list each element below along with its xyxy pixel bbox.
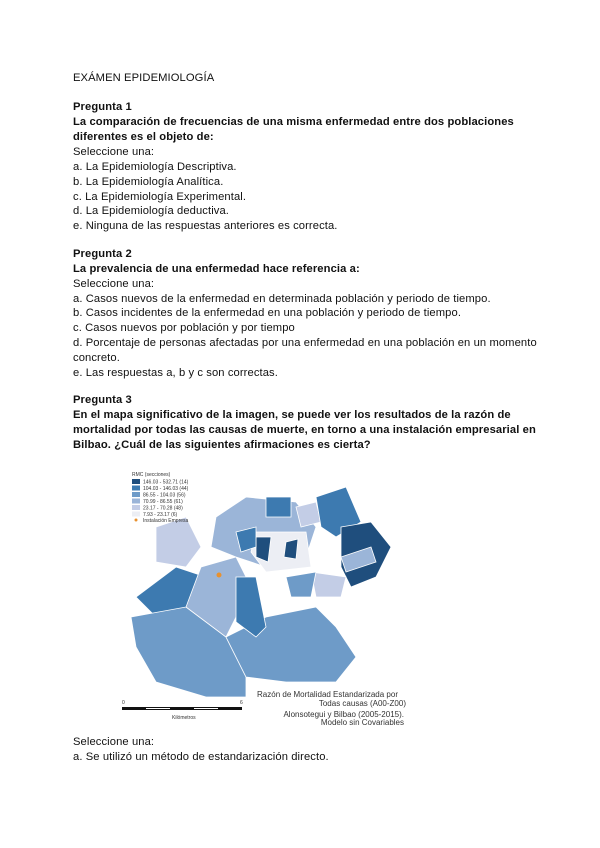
- legend-swatch: [132, 499, 140, 504]
- legend-label: 70.99 - 86.55 (61): [143, 499, 183, 505]
- q1-option-c[interactable]: c. La Epidemiología Experimental.: [73, 191, 247, 203]
- legend-label: 7.93 - 23.17 (6): [143, 512, 178, 518]
- legend-swatch: [132, 492, 140, 497]
- map-caption: Todas causas (A00-Z00): [318, 699, 406, 708]
- scale-start: 0: [122, 700, 125, 706]
- q2-option-b[interactable]: b. Casos incidentes de la enfermedad en una población y periodo de tiempo.: [73, 307, 462, 319]
- legend-swatch: [132, 479, 140, 484]
- q1-prompt: Seleccione una:: [73, 146, 155, 158]
- legend-label: 104.03 - 146.03 (44): [143, 486, 189, 492]
- map-legend: [132, 479, 189, 524]
- legend-swatch: [132, 486, 140, 491]
- company-marker: [217, 573, 222, 578]
- q1-text: La comparación de frecuencias de una misma enfermedad entre dos poblaciones: [73, 116, 514, 128]
- q2-option-d[interactable]: d. Porcentaje de personas afectadas por una enfermedad en una población en un momento: [73, 337, 537, 349]
- legend-label: 86.55 - 104.03 (56): [143, 492, 186, 499]
- map-caption: Razón de Mortalidad Estandarizada por: [257, 690, 398, 699]
- map-caption: Alonsotegui y Bilbao (2005-2015).: [283, 710, 404, 719]
- scale-bar: [122, 700, 243, 721]
- marker-legend-icon: [135, 519, 138, 522]
- q1-option-b[interactable]: b. La Epidemiología Analítica.: [73, 176, 224, 188]
- q3-heading: Pregunta 3: [73, 394, 132, 406]
- q3-text: Bilbao. ¿Cuál de las siguientes afirmaciones es cierta?: [73, 439, 371, 451]
- q3-text: En el mapa significativo de la imagen, se puede ver los resultados de la razón de: [73, 409, 511, 421]
- legend-label: 23.17 - 70.28 (48): [143, 505, 183, 512]
- marker-legend-label: Instalación Empresa: [143, 518, 189, 524]
- choropleth-map: [116, 467, 408, 737]
- q2-prompt: Seleccione una:: [73, 278, 155, 290]
- q3-text: mortalidad por todas las causas de muerte, en torno a una instalación empresarial en: [73, 424, 536, 436]
- map-caption: Modelo sin Covariables: [320, 718, 404, 727]
- legend-label: 146.03 - 532.71 (14): [143, 479, 189, 486]
- q1-heading: Pregunta 1: [73, 101, 132, 113]
- scale-end: 6: [240, 700, 243, 706]
- legend-swatch: [132, 512, 140, 517]
- q3-option-a[interactable]: a. Se utilizó un método de estandarización directo.: [73, 751, 329, 763]
- q2-text: La prevalencia de una enfermedad hace referencia a:: [73, 263, 360, 275]
- legend-swatch: [132, 505, 140, 510]
- q1-option-e[interactable]: e. Ninguna de las respuestas anteriores es correcta.: [73, 220, 338, 232]
- q2-option-e[interactable]: e. Las respuestas a, b y c son correctas.: [73, 367, 278, 379]
- q2-option-d-cont: concreto.: [73, 352, 120, 364]
- document-title: EXÁMEN EPIDEMIOLOGÍA: [73, 72, 215, 84]
- scale-unit: Kilómetros: [172, 715, 196, 721]
- q2-option-c[interactable]: c. Casos nuevos por población y por tiempo: [73, 322, 295, 334]
- q3-prompt: Seleccione una:: [73, 736, 155, 748]
- q1-option-d[interactable]: d. La Epidemiología deductiva.: [73, 205, 229, 217]
- q2-heading: Pregunta 2: [73, 248, 132, 260]
- q2-option-a[interactable]: a. Casos nuevos de la enfermedad en determinada población y periodo de tiempo.: [73, 293, 491, 305]
- q1-option-a[interactable]: a. La Epidemiología Descriptiva.: [73, 161, 237, 173]
- legend-title: RMC (secciones): [132, 472, 171, 478]
- q1-text: diferentes es el objeto de:: [73, 131, 214, 143]
